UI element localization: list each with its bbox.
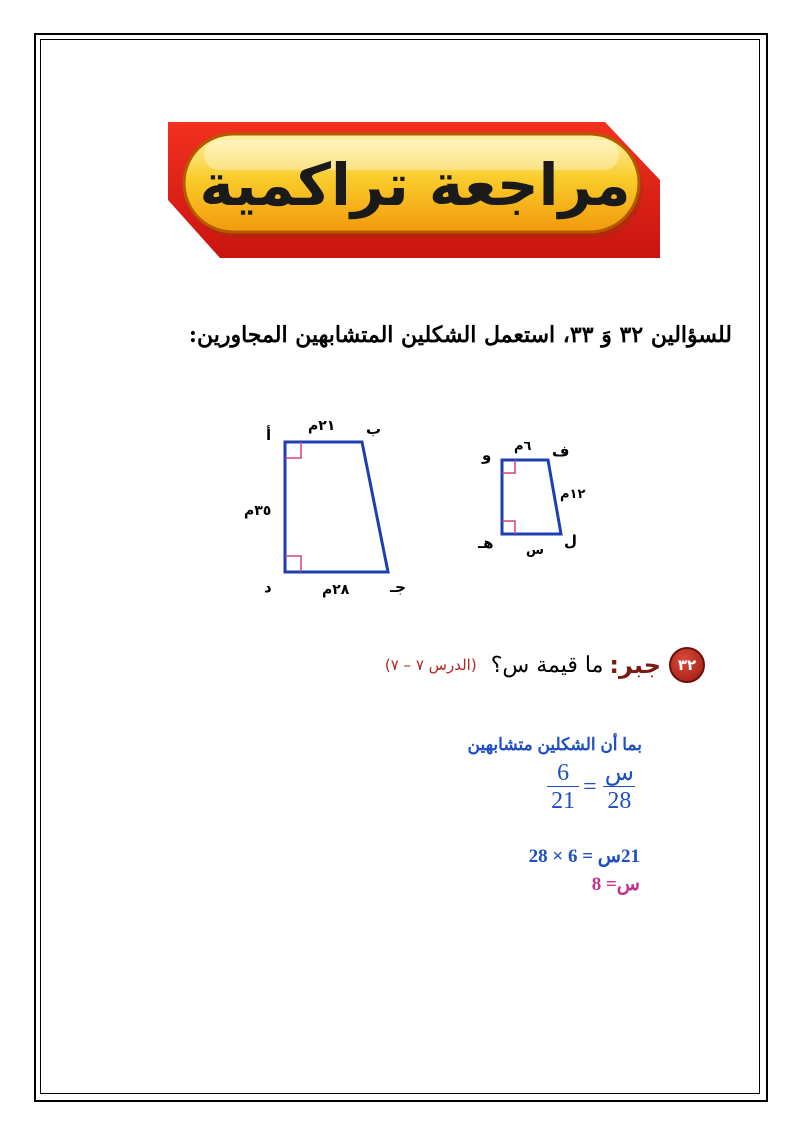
fraction-right-denominator: 28	[603, 786, 635, 815]
fraction-right	[601, 760, 638, 815]
similar-figures	[230, 410, 610, 610]
right-angle-mark	[285, 442, 301, 458]
question-text: ما قيمة س؟	[490, 652, 604, 678]
intro-text: للسؤالين ٣٢ وَ ٣٣، استعمل الشكلين المتشابهين المجاورين:	[188, 322, 732, 348]
fraction-left-numerator: 6	[557, 760, 570, 786]
fraction-left-denominator: 21	[547, 786, 579, 815]
large-trapezoid	[285, 442, 388, 572]
right-angle-mark	[502, 521, 515, 534]
vertex-b: ب	[366, 420, 382, 438]
vertex-h: هـ	[478, 534, 494, 552]
fraction-left	[547, 760, 579, 815]
lesson-reference: (الدرس ٧ – ٧)	[384, 656, 477, 674]
side-bottom-large: ٢٨م	[322, 582, 350, 598]
vertex-l: ل	[564, 532, 578, 550]
fraction-right-numerator: س	[604, 760, 634, 786]
proportion-equation	[547, 760, 638, 815]
side-top-small: ٦م	[514, 439, 532, 454]
question-number-badge: ٣٢	[669, 647, 705, 683]
vertex-f: ف	[552, 442, 570, 460]
solution-title: بما أن الشكلين متشابهين	[467, 735, 642, 754]
side-right-small: ١٢م	[560, 487, 586, 502]
equals-sign: =	[583, 774, 597, 800]
vertex-c: جـ	[390, 578, 406, 596]
vertex-w: و	[482, 446, 492, 464]
vertex-d: د	[264, 578, 272, 596]
question-row	[285, 645, 705, 685]
side-top-large: ٢١م	[308, 418, 336, 434]
side-bottom-small: س	[526, 543, 544, 558]
solution-answer: س= 8	[591, 874, 640, 895]
question-topic: جبر:	[609, 651, 661, 679]
right-angle-mark	[285, 556, 301, 572]
solution-step-1: 21س = 6 × 28	[528, 846, 640, 867]
vertex-a: أ	[266, 426, 272, 444]
banner-title: مراجعة تراكمية	[199, 151, 631, 219]
small-trapezoid	[502, 460, 561, 534]
side-left-large: ٣٥م	[244, 503, 272, 519]
right-angle-mark	[502, 460, 515, 473]
